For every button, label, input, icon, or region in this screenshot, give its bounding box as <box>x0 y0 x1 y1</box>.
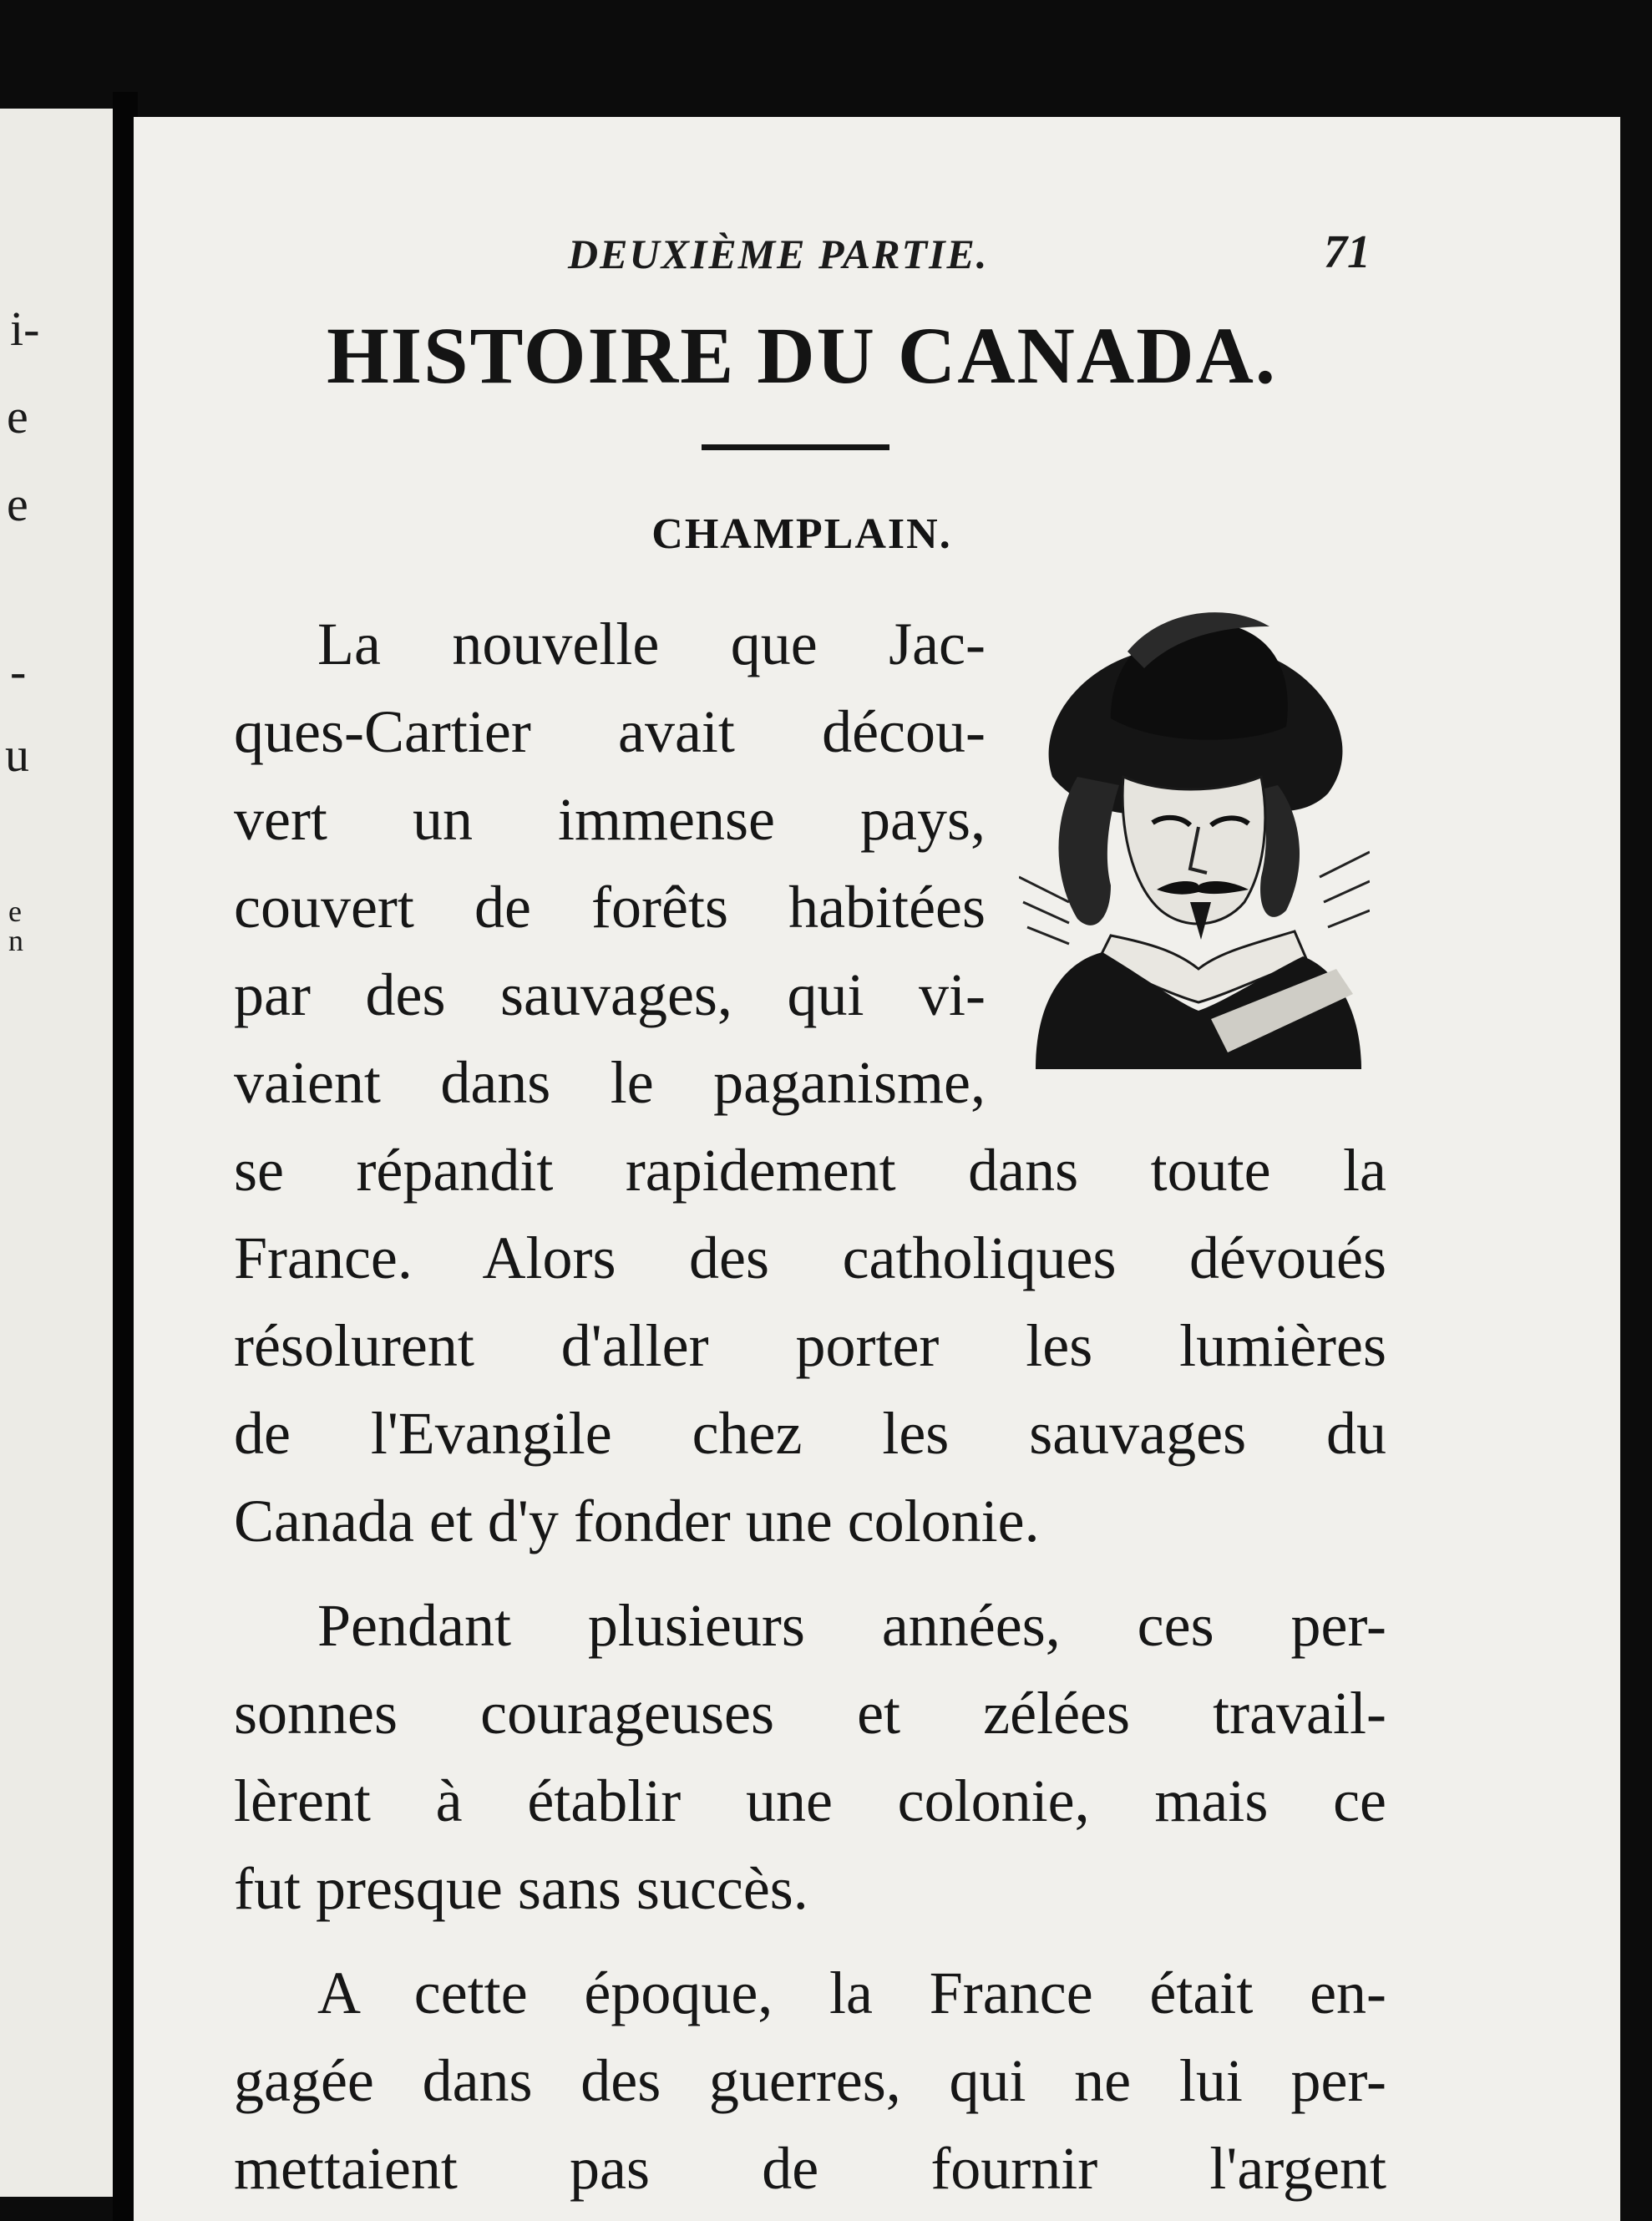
running-head: DEUXIÈME PARTIE. <box>568 231 989 277</box>
paragraph-2-line: Pendant plusieurs années, ces per- <box>317 1592 1386 1659</box>
paragraph-2-line: sonnes courageuses et zélées travail- <box>234 1680 1386 1747</box>
section-title: CHAMPLAIN. <box>651 510 952 558</box>
paragraph-2-line: lèrent à établir une colonie, mais ce <box>234 1767 1386 1834</box>
previous-page-fragment: e <box>8 895 22 928</box>
paragraph-1-line: vert un immense pays, <box>234 786 986 853</box>
paragraph-3-line: gagée dans des guerres, qui ne lui per- <box>234 2047 1386 2114</box>
previous-page-fragment: e <box>7 477 28 531</box>
paragraph-2-line-last: fut presque sans succès. <box>234 1855 808 1922</box>
paragraph-1-line: résolurent d'aller porter les lumières <box>234 1312 1386 1379</box>
paragraph-3-line: A cette époque, la France était en- <box>317 1960 1386 2026</box>
paragraph-1-line: par des sauvages, qui vi- <box>234 961 986 1028</box>
paragraph-1-line: France. Alors des catholiques dévoués <box>234 1225 1386 1291</box>
previous-page-fragment: u <box>5 728 29 782</box>
page-title: HISTOIRE DU CANADA. <box>327 311 1277 400</box>
paragraph-1-line: de l'Evangile chez les sauvages du <box>234 1400 1386 1467</box>
paragraph-1-line: couvert de forêts habitées <box>234 874 986 941</box>
champlain-portrait-icon <box>1019 601 1370 1069</box>
book-page <box>134 117 1620 2221</box>
page-number: 71 <box>1324 226 1371 278</box>
previous-page-fragment: i- <box>10 302 40 356</box>
paragraph-3-line: mettaient pas de fournir l'argent <box>234 2135 1386 2202</box>
paragraph-1-line: ques-Cartier avait décou- <box>234 698 986 765</box>
previous-page-edge <box>0 109 113 2197</box>
paragraph-1-line: La nouvelle que Jac- <box>317 611 986 677</box>
previous-page-fragment: e <box>7 389 28 444</box>
paragraph-1-line: se répandit rapidement dans toute la <box>234 1137 1386 1204</box>
previous-page-fragment: n <box>8 924 23 957</box>
previous-page-fragment: - <box>10 644 27 698</box>
title-rule <box>702 444 889 450</box>
paragraph-1-line-last: Canada et d'y fonder une colonie. <box>234 1488 1040 1554</box>
paragraph-1-line: vaient dans le paganisme, <box>234 1049 986 1116</box>
